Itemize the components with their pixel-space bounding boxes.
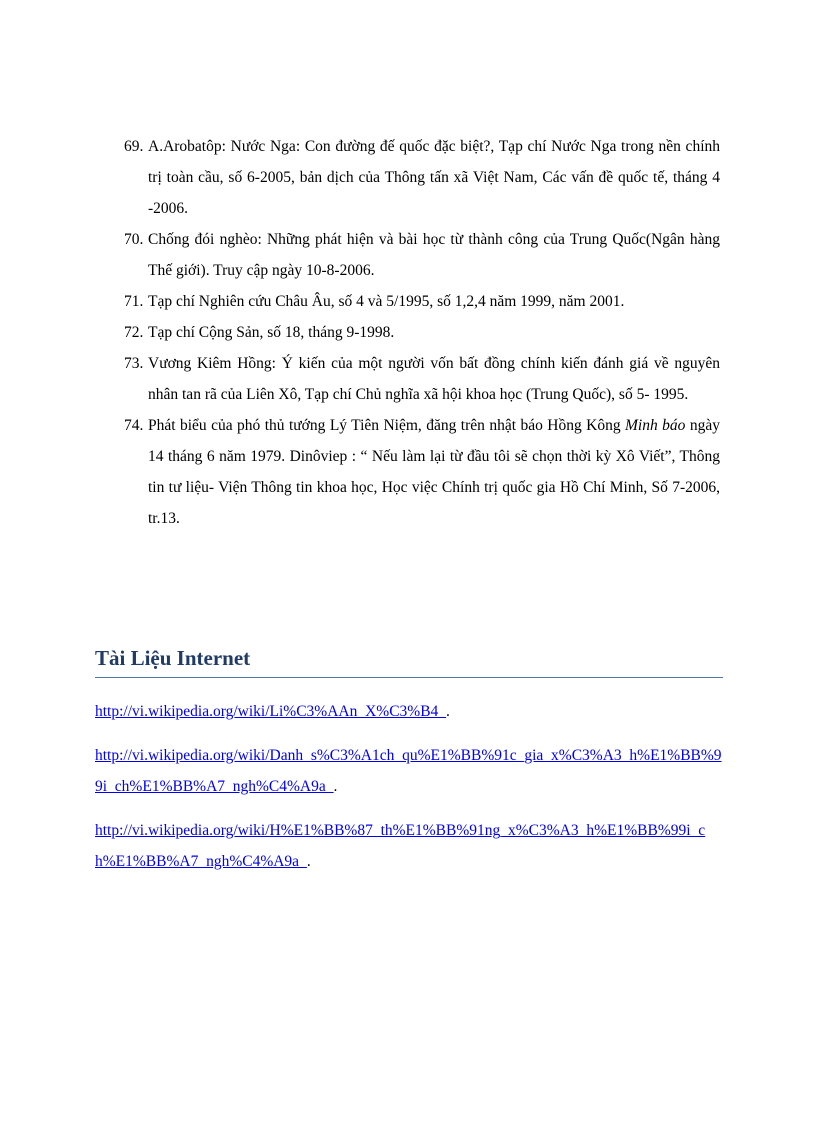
link-tail: . (306, 853, 311, 870)
section-divider (95, 677, 723, 678)
reference-text: Chống đói nghèo: Những phát hiện và bài học từ thành công của Trung Quốc(Ngân hàng Thế giới). Truy cập ngày 10-8-2006. (148, 231, 720, 279)
link-tail: . (333, 778, 338, 795)
reference-item (124, 286, 720, 317)
reference-text: Tạp chí Nghiên cứu Châu Âu, số 4 và 5/1995, số 1,2,4 năm 1999, năm 2001. (148, 293, 625, 310)
link-tail: . (446, 703, 450, 720)
reference-item (124, 131, 720, 224)
internet-section-title: Tài Liệu Internet (95, 646, 251, 670)
reference-number: 70. (124, 231, 144, 248)
reference-item (124, 317, 720, 348)
wiki-link-lien-xo[interactable]: http://vi.wikipedia.org/wiki/Li%C3%AAn_X%C3%B4_ (95, 703, 447, 720)
wiki-link-danh-sach-quoc-gia[interactable]: http://vi.wikipedia.org/wiki/Danh_s%C3%A1ch_qu%E1%BB%91c_gia_x%C3%A3_h%E1%BB%99i_ch%E1%BB%A7_ngh%C4%A9a_ (95, 747, 722, 795)
reference-number: 72. (124, 324, 144, 341)
link-item (95, 815, 723, 877)
internet-links (95, 696, 723, 890)
reference-number: 74. (124, 417, 144, 434)
reference-item (124, 410, 720, 534)
reference-text: A.Arobatôp: Nước Nga: Con đường đế quốc đặc biệt?, Tạp chí Nước Nga trong nền chính trị toàn cầu, số 6-2005, bản dịch của Thông tấn xã Việt Nam, Các vấn đề quốc tế, tháng 4 -2006. (148, 138, 720, 217)
reference-text: Vương Kiêm Hồng: Ý kiến của một người vốn bất đồng chính kiến đánh giá về nguyên nhân tan rã của Liên Xô, Tạp chí Chủ nghĩa xã hội khoa học (Trung Quốc), số 5- 1995. (148, 355, 720, 403)
reference-item (124, 224, 720, 286)
reference-text: Phát biểu của phó thủ tướng Lý Tiên Niệm, đăng trên nhật báo Hồng Kông Minh báo ngày 14 tháng 6 năm 1979. Dinôviep : “ Nếu làm lại từ đầu tôi sẽ chọn thời kỳ Xô Viết”, Thông tin tư liệu- Viện Thông tin khoa học, Học việc Chính trị quốc gia Hồ Chí Minh, Số 7-2006, tr.13. (148, 417, 720, 527)
reference-number: 73. (124, 355, 144, 372)
reference-number: 71. (124, 293, 144, 310)
link-item (95, 696, 723, 727)
link-item (95, 740, 723, 802)
reference-item (124, 348, 720, 410)
reference-text: Tạp chí Cộng Sản, số 18, tháng 9-1998. (148, 324, 395, 341)
newspaper-title: Minh báo (625, 417, 686, 434)
reference-list (124, 131, 720, 534)
reference-number: 69. (124, 138, 144, 155)
wiki-link-he-thong[interactable]: http://vi.wikipedia.org/wiki/H%E1%BB%87_th%E1%BB%91ng_x%C3%A3_h%E1%BB%99i_ch%E1%BB%A7_ngh%C4%A9a_ (95, 822, 706, 870)
